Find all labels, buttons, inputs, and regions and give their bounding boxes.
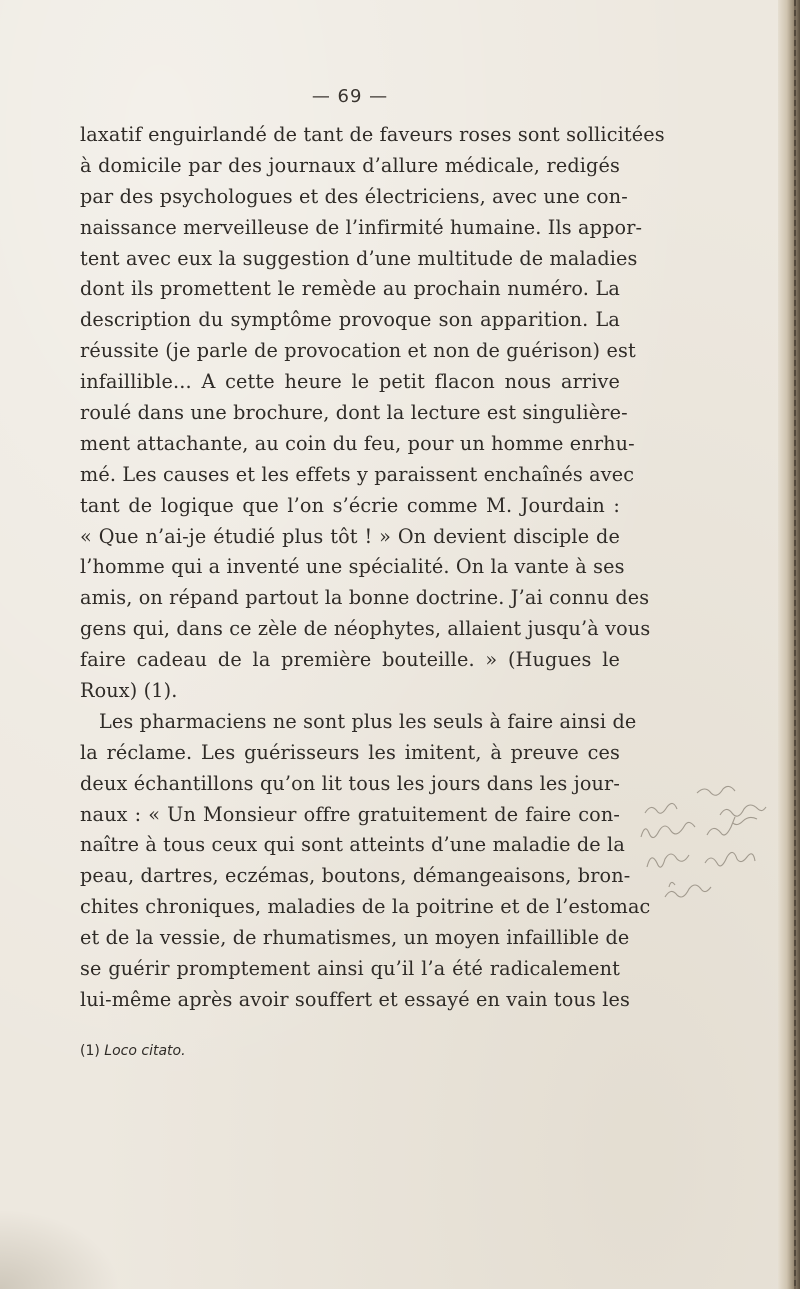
text-line: peau, dartres, eczémas, boutons, démangeaisons, bron- [80,864,631,888]
text-line: gens qui, dans ce zèle de néophytes, allaient jusqu’à vous [80,617,651,641]
text-line: la réclame. Les guérisseurs les imitent, à preuve ces [80,740,620,764]
text-line: ment attachante, au coin du feu, pour un homme enrhu- [80,431,635,455]
text-line: Roux) (1). [80,679,178,703]
text-line: naître à tous ceux qui sont atteints d’une maladie de la [80,833,625,857]
page-number: — 69 — [311,86,389,107]
text-line: naissance merveilleuse de l’infirmité humaine. Ils appor- [80,215,643,239]
book-binding-edge [778,0,800,1289]
page-corner-shadow [0,1209,120,1289]
text-line: infaillible... A cette heure le petit flacon nous arrive [80,370,620,394]
body-text [80,120,665,1016]
text-line: amis, on répand partout la bonne doctrine. J’ai connu des [80,586,650,610]
text-line: et de la vessie, de rhumatismes, un moyen infaillible de [80,926,630,950]
text-line: à domicile par des journaux d’allure médicale, redigés [80,153,620,177]
text-line: mé. Les causes et les effets y paraissent enchaînés avec [80,462,635,486]
text-line: se guérir promptement ainsi qu’il l’a été radicalement [80,957,620,981]
footnote-text: Loco citato. [104,1043,186,1059]
text-line: laxatif enguirlandé de tant de faveurs roses sont sollicitées [80,123,665,146]
text-line: l’homme qui a inventé une spécialité. On la vante à ses [80,555,625,579]
text-line: tant de logique que l’on s’écrie comme M. Jourdain : [80,493,620,517]
text-line: deux échantillons qu’on lit tous les jours dans les jour- [80,771,620,795]
handwritten-scribble-graphic [635,775,775,905]
text-line: chites chroniques, maladies de la poitrine et de l’estomac [80,895,651,919]
text-line: Les pharmaciens ne sont plus les seuls à faire ainsi de [99,709,637,733]
text-line: faire cadeau de la première bouteille. » (Hugues le [80,648,620,672]
text-line: roulé dans une brochure, dont la lecture est singulière- [80,401,628,425]
text-line: par des psychologues et des électriciens, avec une con- [80,184,628,208]
text-line: dont ils promettent le remède au prochain numéro. La [80,277,620,301]
footnote [80,1043,186,1059]
footnote-marker: (1) [80,1043,100,1059]
text-line: tent avec eux la suggestion d’une multitude de maladies [80,246,638,270]
handwritten-annotation [635,775,775,905]
text-line: description du symptôme provoque son apparition. La [80,308,620,332]
text-line: naux : « Un Monsieur offre gratuitement de faire con- [80,802,620,826]
text-line: lui-même après avoir souffert et essayé en vain tous les [80,987,630,1011]
text-line: réussite (je parle de provocation et non de guérison) est [80,339,636,363]
text-line: « Que n’ai-je étudié plus tôt ! » On devient disciple de [80,524,620,548]
